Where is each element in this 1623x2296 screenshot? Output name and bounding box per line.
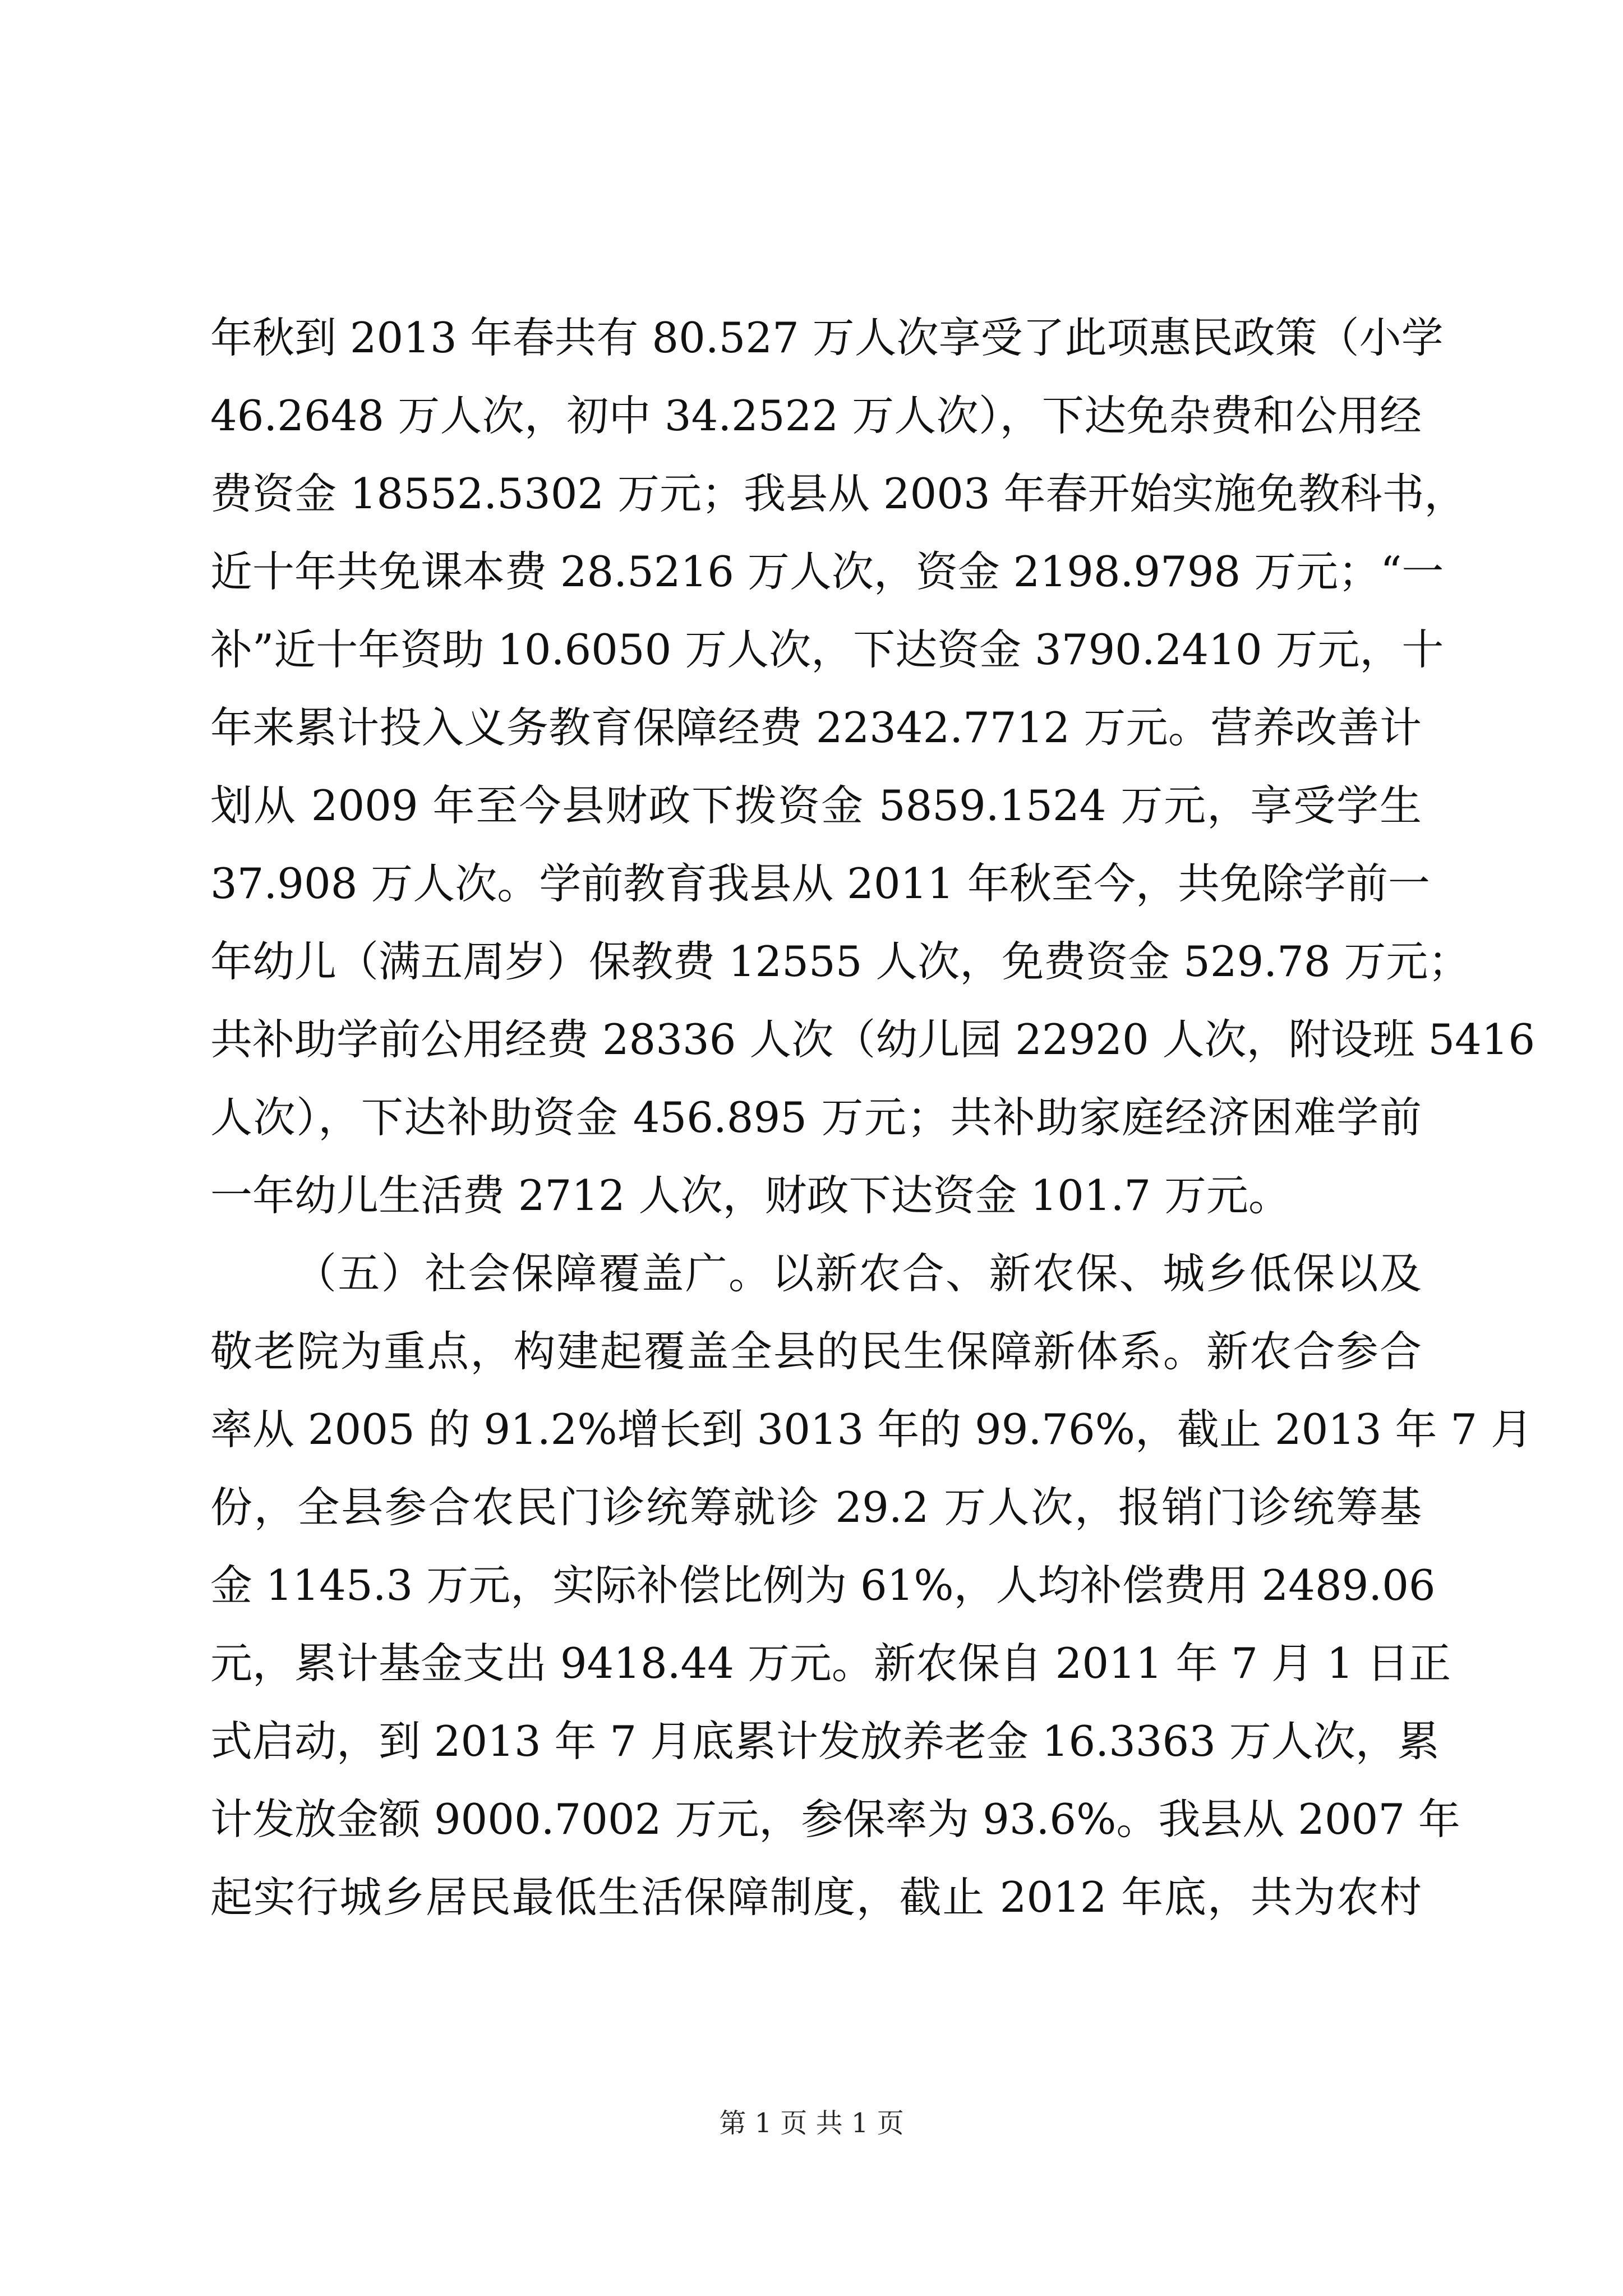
text-line: 费资金 18552.5302 万元；我县从 2003 年春开始实施免教科书， bbox=[210, 469, 1467, 518]
text-line: 补”近十年资助 10.6050 万人次，下达资金 3790.2410 万元，十 bbox=[210, 625, 1444, 674]
text-line: 率从 2005 的 91.2%增长到 3013 年的 99.76%，截止 2013 年 7 月 bbox=[210, 1405, 1533, 1454]
text-line: 金 1145.3 万元，实际补偿比例为 61%，人均补偿费用 2489.06 bbox=[210, 1561, 1436, 1610]
text-line: 划从 2009 年至今县财政下拨资金 5859.1524 万元，享受学生 bbox=[210, 781, 1422, 830]
text-line: 敬老院为重点，构建起覆盖全县的民生保障新体系。新农合参合 bbox=[210, 1327, 1422, 1376]
text-line: 共补助学前公用经费 28336 人次（幼儿园 22920 人次，附设班 5416 bbox=[210, 1015, 1536, 1064]
page-number-footer: 第 1 页 共 1 页 bbox=[719, 2108, 904, 2139]
text-line: 计发放金额 9000.7002 万元，参保率为 93.6%。我县从 2007 年 bbox=[210, 1795, 1460, 1844]
text-line: 近十年共免课本费 28.5216 万人次，资金 2198.9798 万元；“一 bbox=[210, 547, 1444, 596]
text-line: 元，累计基金支出 9418.44 万元。新农保自 2011 年 7 月 1 日正 bbox=[210, 1639, 1451, 1688]
text-line: 年秋到 2013 年春共有 80.527 万人次享受了此项惠民政策（小学 bbox=[210, 313, 1444, 362]
text-line: 份，全县参合农民门诊统筹就诊 29.2 万人次，报销门诊统筹基 bbox=[210, 1483, 1422, 1532]
text-line: 年来累计投入义务教育保障经费 22342.7712 万元。营养改善计 bbox=[210, 703, 1422, 752]
document-body bbox=[210, 299, 1536, 1936]
text-line: 年幼儿（满五周岁）保教费 12555 人次，免费资金 529.78 万元； bbox=[210, 937, 1470, 986]
text-line: 37.908 万人次。学前教育我县从 2011 年秋至今，共免除学前一 bbox=[210, 859, 1430, 908]
section-heading-line: （五）社会保障覆盖广。以新农合、新农保、城乡低保以及 bbox=[294, 1249, 1422, 1298]
text-line: 起实行城乡居民最低生活保障制度，截止 2012 年底，共为农村 bbox=[210, 1872, 1422, 1922]
text-line: 人次），下达补助资金 456.895 万元；共补助家庭经济困难学前 bbox=[210, 1093, 1422, 1142]
text-line: 式启动，到 2013 年 7 月底累计发放养老金 16.3363 万人次，累 bbox=[210, 1717, 1440, 1766]
text-line: 一年幼儿生活费 2712 人次，财政下达资金 101.7 万元。 bbox=[210, 1171, 1290, 1220]
text-line: 46.2648 万人次，初中 34.2522 万人次），下达免杂费和公用经 bbox=[210, 391, 1422, 440]
